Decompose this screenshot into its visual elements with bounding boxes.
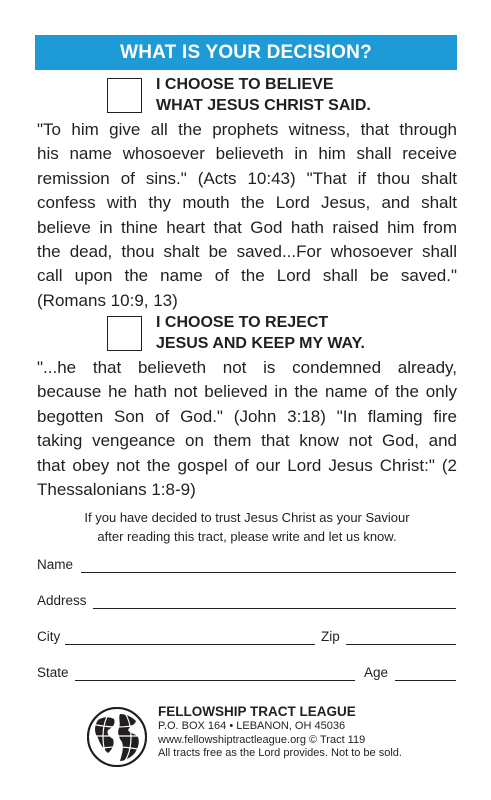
zip-field[interactable]: [346, 644, 456, 645]
address-field[interactable]: [93, 608, 456, 609]
verse-line: that obey not the gospel of our Lord Jesus Christ:" (2: [37, 455, 457, 475]
state-label: State: [37, 665, 69, 680]
name-label: Name: [37, 557, 74, 572]
city-field[interactable]: [65, 644, 315, 645]
reject-heading: [156, 312, 365, 354]
globe-icon: [86, 706, 148, 768]
verse-line: confess with thy mouth the Lord Jesus, and shalt: [37, 193, 457, 213]
address-label: Address: [37, 593, 87, 608]
verse-line: "To him give all the prophets witness, that through: [37, 120, 457, 139]
age-label: Age: [364, 665, 389, 680]
note-line: If you have decided to trust Jesus Christ as your Saviour: [84, 510, 410, 525]
response-note: [37, 508, 457, 546]
believe-heading: [156, 74, 371, 116]
reject-heading-line: I CHOOSE TO REJECT: [156, 314, 329, 331]
note-line: after reading this tract, please write and let us know.: [97, 529, 397, 544]
verse-line: remission of sins." (Acts 10:43) "That if thou shalt: [37, 168, 457, 188]
verse-line: begotten Son of God." (John 3:18) "In flaming fire: [37, 406, 457, 426]
publisher-website: www.fellowshiptractleague.org © Tract 119: [158, 733, 366, 746]
reject-heading-line: JESUS AND KEEP MY WAY.: [156, 335, 365, 352]
choice-reject: [107, 312, 365, 354]
publisher-address: P.O. BOX 164 • LEBANON, OH 45036: [158, 720, 346, 732]
verse-line: call upon the name of the Lord shall be saved.": [37, 266, 457, 286]
believe-checkbox[interactable]: [107, 78, 142, 113]
zip-label: Zip: [321, 629, 340, 644]
believe-verse: [37, 118, 457, 313]
state-field[interactable]: [75, 680, 355, 681]
name-field[interactable]: [81, 572, 456, 573]
believe-heading-line: WHAT JESUS CHRIST SAID.: [156, 97, 371, 114]
verse-line: Thessalonians 1:8-9): [37, 480, 196, 500]
reject-checkbox[interactable]: [107, 316, 142, 351]
city-label: City: [37, 629, 61, 644]
verse-line: believe in thine heart that God hath raised him from: [37, 217, 457, 237]
believe-heading-line: I CHOOSE TO BELIEVE: [156, 76, 334, 93]
verse-line: (Romans 10:9, 13): [37, 290, 178, 310]
verse-line: "...he that believeth not is condemned already,: [37, 358, 457, 377]
publisher-info: [158, 703, 458, 761]
verse-line: because he hath not believed in the name of the only: [37, 382, 457, 402]
verse-line: his name whosoever believeth in him shall receive: [37, 144, 457, 164]
verse-line: the dead, thou shalt be saved...For whosoever shall: [37, 242, 457, 262]
verse-line: taking vengeance on them that know not God, and: [37, 431, 457, 451]
reject-verse: [37, 356, 457, 502]
age-field[interactable]: [395, 680, 456, 681]
publisher-tagline: All tracts free as the Lord provides. Not to be sold.: [158, 747, 402, 759]
decision-banner: WHAT IS YOUR DECISION?: [35, 35, 457, 70]
choice-believe: [107, 74, 371, 116]
publisher-name: FELLOWSHIP TRACT LEAGUE: [158, 704, 356, 719]
